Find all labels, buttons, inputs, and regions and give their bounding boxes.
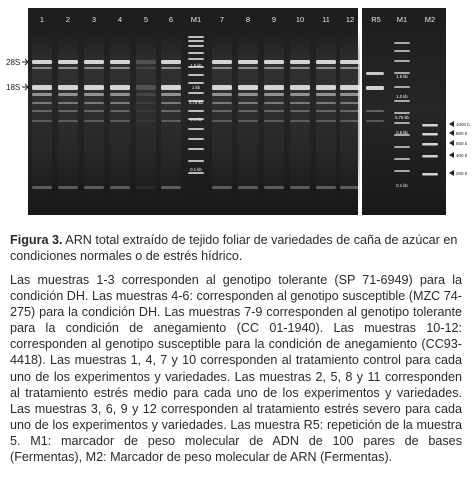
sample-lane-8 — [238, 30, 258, 210]
lane-label-m1: M1 — [190, 15, 202, 24]
arrow-18s-icon — [22, 84, 28, 90]
sample-lane-12 — [340, 30, 360, 210]
m1-band-label-a-2: 0.75 kb — [189, 100, 203, 105]
lane-label-9: 9 — [271, 15, 277, 24]
lane-label-8: 8 — [245, 15, 251, 24]
sample-lane-10 — [290, 30, 310, 210]
m2-label-1000: 1000 b — [456, 122, 470, 127]
sample-lane-4 — [110, 30, 130, 210]
lane-label-r5-b: R5 — [371, 15, 381, 24]
label-28s: 28S — [6, 58, 21, 67]
m1-band-label-a-3: 0.5 kb — [190, 117, 202, 122]
figure-caption — [10, 232, 462, 264]
m1-band-label-a-4: 0.1 kb — [190, 167, 202, 172]
lane-label-11: 11 — [322, 15, 330, 24]
m2-arrows-icon — [449, 121, 454, 176]
m1-band-label-b-1: 1.0 kb — [396, 94, 408, 99]
lane-label-3: 3 — [91, 15, 97, 24]
m1-band-label-b-0: 1.5 kb — [396, 74, 408, 79]
m1-band-label-b-4: 0.1 kb — [396, 183, 408, 188]
m2-label-600: 600 b — [456, 141, 468, 146]
lane-label-12: 12 — [345, 15, 355, 24]
m1-band-label-b-2: 0.75 kb — [395, 115, 409, 120]
label-18s: 18S — [6, 83, 21, 92]
m1-band-label-a-1: 1 kb — [192, 85, 200, 90]
description-paragraph: Las muestras 1-3 corresponden al genotipo tolerante (SP 71-6949) para la condición DH. Las muestras 4-6: corresponden al genotipo susceptible (MZC 74-275) para la condición DH. Las muestras 7-9 corresponden al genotipo tolerante para la condición de anegamiento (CC 01-1940). Las muestras 10-12: corresponden al genotipo susceptible para la condición de anegamiento (CC93-4418). Las muestras 1, 4, 7 y 10 corresponden al tratamiento control para cada uno de los experimentos y variedades. Las muestras 2, 5, 8 y 11 corresponden al tratamiento estrés medio para cada uno de los experimentos y variedades. Las muestras 3, 6, 9 y 12 corresponden al tratamiento estrés severo para cada uno de los experimentos y variedades. Las muestra R5: repetición de la muestra 5. M1: marcador de peso molecular de ADN de 100 pares de bases (Fermentas), M2: Marcador de peso molecular de ARN (Fermentas). — [10, 273, 462, 465]
sample-lane-9 — [264, 30, 284, 210]
lane-label-1: 1 — [39, 15, 45, 24]
lane-label-m1-b: M1 — [396, 15, 408, 24]
m2-label-200: 200 b — [456, 171, 468, 176]
sample-lane-7 — [212, 30, 232, 210]
sample-lane-6 — [161, 30, 181, 210]
m2-label-400: 400 b — [456, 153, 468, 158]
lane-label-m2-b: M2 — [424, 15, 436, 24]
sample-lane-11 — [316, 30, 336, 210]
m1-band-label-b-3: 0.5 kb — [396, 130, 408, 135]
caption-text: ARN total extraído de tejido foliar de variedades de caña de azúcar en condiciones normales o de estrés hídrico. — [10, 233, 458, 263]
lane-label-4: 4 — [117, 15, 123, 24]
m2-label-800: 800 b — [456, 131, 468, 136]
m1-band-label-a-0: 1.5 kb — [190, 63, 202, 68]
sample-lane-2 — [58, 30, 78, 210]
figure-label: Figura 3. — [10, 233, 63, 247]
lane-label-10: 10 — [295, 15, 305, 24]
figure-description — [10, 272, 462, 465]
lane-label-2: 2 — [65, 15, 71, 24]
lane-label-7: 7 — [219, 15, 225, 24]
lane-label-5: 5 — [143, 15, 149, 24]
sample-lane-5 — [136, 30, 156, 210]
gel-image — [0, 0, 474, 230]
gel-figure — [0, 0, 474, 230]
sample-lane-3 — [84, 30, 104, 210]
lane-label-6: 6 — [168, 15, 174, 24]
sample-lane-1 — [32, 30, 52, 210]
arrow-28s-icon — [22, 59, 28, 65]
